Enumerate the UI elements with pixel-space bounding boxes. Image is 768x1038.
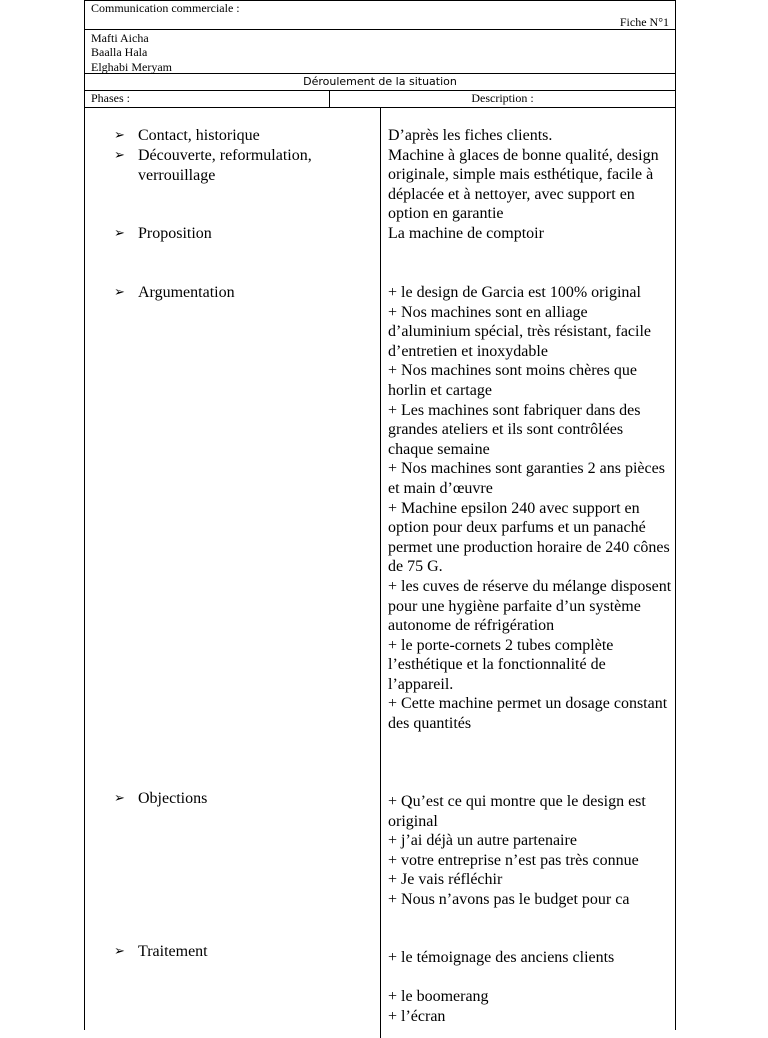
arrow-bullet-icon: ➢ bbox=[114, 285, 125, 300]
phase-label: Découverte, reformulation, verrouillage bbox=[138, 147, 312, 184]
author-name: Baalla Hala bbox=[91, 45, 148, 60]
course-title: Communication commerciale : bbox=[91, 1, 240, 15]
phase-contact bbox=[114, 126, 353, 146]
arrow-bullet-icon: ➢ bbox=[114, 226, 125, 241]
arrow-bullet-icon: ➢ bbox=[114, 148, 125, 163]
arrow-bullet-icon: ➢ bbox=[114, 944, 125, 959]
phases-column-header: Phases : bbox=[91, 91, 130, 105]
sheet-number: Fiche N°1 bbox=[619, 15, 669, 29]
description-column-header: Description : bbox=[471, 91, 534, 105]
description-line: La machine de comptoir bbox=[388, 224, 544, 242]
argument-item: + Nos machines sont garanties 2 ans pièces et main d’œuvre bbox=[388, 460, 665, 497]
author-name: Mafti Aicha bbox=[91, 31, 149, 45]
description-line: Machine à glaces de bonne qualité, design originale, simple mais esthétique, facile à déplacée et à nettoyer, avec support en option en garantie bbox=[388, 146, 659, 223]
objection-item: + Je vais réfléchir bbox=[388, 871, 503, 889]
description-traitement bbox=[388, 948, 672, 968]
authors-row bbox=[85, 30, 675, 74]
phase-objections bbox=[114, 789, 353, 809]
phase-argumentation bbox=[114, 283, 353, 303]
objection-item: + j’ai déjà un autre partenaire bbox=[388, 832, 577, 850]
title-row bbox=[85, 0, 675, 30]
phase-traitement bbox=[114, 942, 353, 962]
argument-item: + Machine epsilon 240 avec support en option pour deux parfums et un panaché permet une production horaire de 240 cônes de 75 G. bbox=[388, 499, 670, 576]
phase-label: Objections bbox=[138, 790, 208, 807]
argument-item: + Cette machine permet un dosage constant des quantités bbox=[388, 695, 668, 733]
description-intro bbox=[388, 126, 672, 244]
document-sheet bbox=[84, 0, 676, 1030]
section-title: Déroulement de la situation bbox=[85, 74, 675, 91]
arrow-bullet-icon: ➢ bbox=[114, 128, 125, 143]
argument-item: + le porte-cornets 2 tubes complète l’esthétique et la fonctionnalité de l’appareil. bbox=[388, 636, 614, 693]
description-arguments bbox=[388, 283, 672, 734]
argument-item: + Les machines sont fabriquer dans des grandes ateliers et ils sont contrôlées chaque semaine bbox=[388, 401, 641, 458]
description-line: D’après les fiches clients. bbox=[388, 127, 553, 144]
argument-item: + Nos machines sont en alliage d’aluminium spécial, très résistant, facile d’entretien et inoxydable bbox=[388, 303, 652, 360]
phase-label: Proposition bbox=[138, 225, 212, 242]
authors-list bbox=[91, 31, 172, 74]
column-header-row bbox=[85, 91, 675, 108]
objection-item: + Qu’est ce qui montre que le design est original bbox=[388, 793, 646, 830]
phase-label: Argumentation bbox=[138, 284, 235, 301]
argument-item: + Nos machines sont moins chères que horlin et cartage bbox=[388, 362, 637, 399]
phase-label: Traitement bbox=[138, 943, 208, 960]
treatment-item: + le boomerang bbox=[388, 988, 489, 1005]
treatment-item: + le témoignage des anciens clients bbox=[388, 949, 615, 966]
author-name: Elghabi Meryam bbox=[91, 59, 172, 74]
phase-proposition bbox=[114, 224, 353, 244]
objection-item: + votre entreprise n’est pas très connue bbox=[388, 851, 639, 869]
phase-label: Contact, historique bbox=[138, 127, 260, 144]
column-divider bbox=[380, 108, 381, 1038]
arrow-bullet-icon: ➢ bbox=[114, 791, 125, 806]
phase-decouverte bbox=[114, 146, 353, 185]
treatment-item: + l’écran bbox=[388, 1007, 446, 1025]
argument-item: + le design de Garcia est 100% original bbox=[388, 284, 641, 301]
description-traitement-rest bbox=[388, 987, 672, 1026]
objection-item: + Nous n’avons pas le budget pour ca bbox=[388, 890, 630, 908]
argument-item: + les cuves de réserve du mélange disposent pour une hygiène parfaite d’un système autonome de réfrigération bbox=[388, 577, 672, 635]
description-objections bbox=[388, 792, 672, 910]
